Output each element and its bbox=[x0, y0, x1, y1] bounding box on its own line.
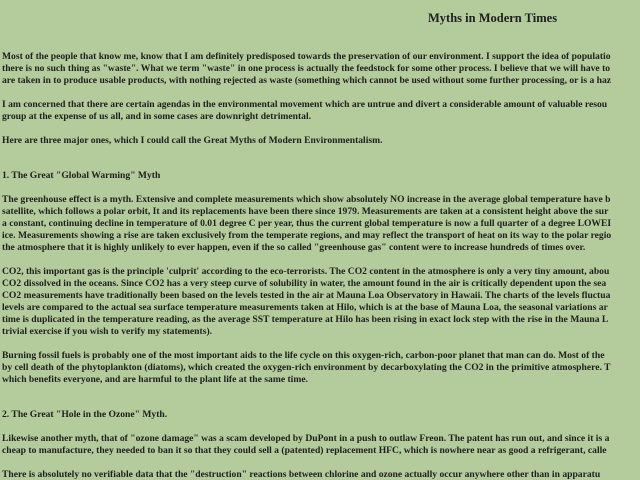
section-1-paragraph-1-line-5: the atmosphere that it is highly unlikely to ever happen, even if the so called "greenhouse gas" content were to increase hundreds of times over. bbox=[2, 242, 586, 253]
intro-paragraph-1-line-2: there is no such thing as "waste". What we term "waste" in one process is actually the feedstock for some other process. I believe that we will have to bbox=[2, 63, 611, 74]
intro-paragraph-1-line-1: Most of the people that know me, know that I am definitely predisposed towards the preservation of our environment. I support the idea of populatio bbox=[2, 51, 611, 62]
page-title: Myths in Modern Times bbox=[428, 11, 558, 25]
section-1-paragraph-2-line-6: trivial exercise if you wish to verify my statements). bbox=[2, 326, 213, 337]
section-1-paragraph-3-line-1: Burning fossil fuels is probably one of the most important aids to the life cycle on this oxygen-rich, carbon-poor planet that man can do. Most of the bbox=[2, 350, 605, 361]
section-1-paragraph-2-line-4: levels are compared to the actual sea surface temperature measurements taken at Hilo, which is at the base of Mauna Loa, the seasonal variations ar bbox=[2, 302, 608, 313]
section-1-paragraph-3-line-3: which benefits everyone, and are harmful to the plant life at the same time. bbox=[2, 374, 308, 385]
intro-paragraph-1-line-3: are taken in to produce usable products, with nothing rejected as waste (something which cannot be used without some further processing, or is a haz bbox=[2, 75, 612, 86]
section-1-paragraph-1-line-1: The greenhouse effect is a myth. Extensive and complete measurements which show absolutely NO increase in the average global temperature have b bbox=[2, 194, 611, 205]
intro-paragraph-3: Here are three major ones, which I could call the Great Myths of Modern Environmentalism. bbox=[2, 135, 383, 146]
section-2-heading: 2. The Great "Hole in the Ozone" Myth. bbox=[2, 409, 168, 420]
section-1-heading: 1. The Great "Global Warming" Myth bbox=[2, 170, 161, 181]
section-1-paragraph-2-line-1: CO2, this important gas is the principle 'culprit' according to the eco-terrorists. The CO2 content in the atmosphere is only a very tiny amount, abou bbox=[2, 266, 610, 277]
intro-paragraph-2-line-1: I am concerned that there are certain agendas in the environmental movement which are untrue and divert a considerable amount of valuable resou bbox=[2, 99, 608, 110]
section-1-paragraph-1-line-4: ice. Measurements showing a rise are taken exclusively from the temperate regions, and may reflect the transport of heat on its way to the polar regio bbox=[2, 230, 612, 241]
section-2-paragraph-2-line-1: There is absolutely no verifiable data that the "destruction" reactions between chlorine and ozone actually occur anywhere other than in apparatu bbox=[2, 469, 601, 480]
intro-paragraph-2-line-2: group at the expense of us all, and in some cases are downright detrimental. bbox=[2, 111, 312, 122]
section-1-paragraph-2-line-3: CO2 measurements have traditionally been based on the levels tested in the air at Mauna Loa Observatory in Hawaii. The charts of the levels fluctua bbox=[2, 290, 611, 301]
section-2-paragraph-1-line-1: Likewise another myth, that of "ozone damage" was a scam developed by DuPont in a push to outlaw Freon. The patent has run out, and since it is a bbox=[2, 433, 610, 444]
section-2-paragraph-1-line-2: cheap to manufacture, they needed to ban it so that they could sell a (patented) replacement HFC, which is nowhere near as good a refrigerant, calle bbox=[2, 445, 607, 456]
section-1-paragraph-3-line-2: by cell death of the phytoplankton (diatoms), which created the oxygen-rich environment by decarboxylating the CO2 in the primitive atmosphere. T bbox=[2, 362, 611, 373]
section-1-paragraph-2-line-2: CO2 dissolved in the oceans. Since CO2 has a very steep curve of solubility in water, the amount found in the air is critically dependent upon the sea bbox=[2, 278, 607, 289]
section-1-paragraph-1-line-3: a constant, continuing decline in temperature of 0.01 degree C per year, thus the current global temperature is now a full quarter of a degree LOWEI bbox=[2, 218, 612, 229]
section-1-paragraph-1-line-2: satellite, which follows a polar orbit, It and its replacements have been there since 1979. Measurements are taken at a consistent height above the sur bbox=[2, 206, 609, 217]
section-1-paragraph-2-line-5: time is duplicated in the temperature reading, as the average SST temperature at Hilo has been rising in exact lock step with the rise in the Mauna L bbox=[2, 314, 609, 325]
